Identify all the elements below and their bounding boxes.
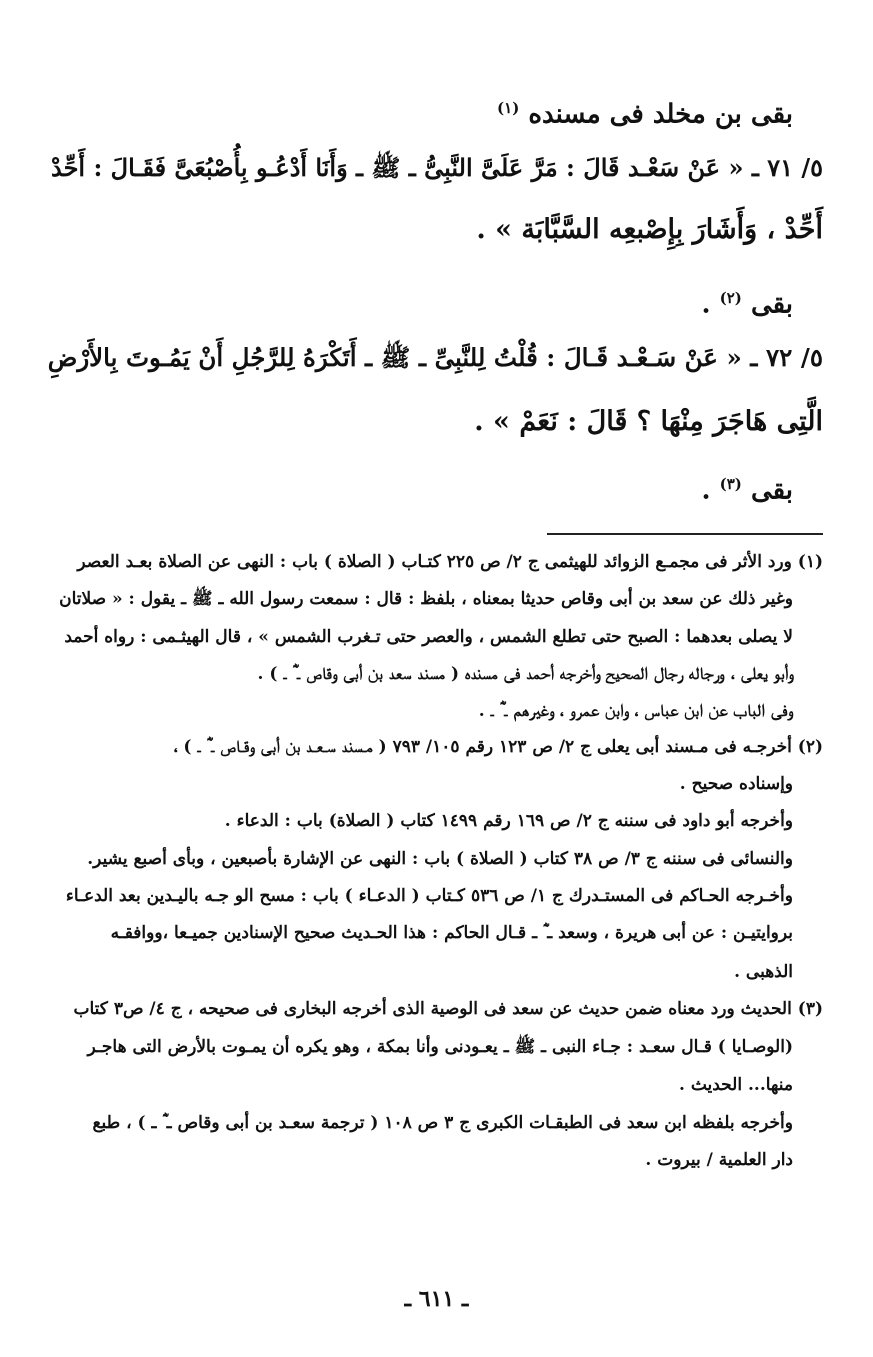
hadith-72-line-1: ٥/ ٧٢ ـ « عَنْ سَـعْـد قَـالَ : قُلْتُ لِلنَّبِىِّ ـ ﷺ ـ أَتَكْرَهُ لِلرَّجُلِ أَنْ يَمُـوتَ بِالأَرْضِ [47,343,823,372]
footnote-3-line-4: وأخرجه بلفظه ابن سعد فى الطبقـات الكبرى ج ٣ ص ١٠٨ ( ترجمة سعـد بن أبى وقاص ـ ؓ ـ ) ، طبع [92,1113,793,1133]
footnote-2-line-6: بروايتيـن : عن أبى هريرة ، وسعد ـ ؓ ـ قـال الحاكم : هذا الحـديث صحيح الإسنادين جميـعا ،ووافقـه [110,923,793,943]
footnote-3-line-5: دار العلمية / بيروت . [645,1150,793,1170]
line1-text: بقى بن مخلد فى مسنده [528,99,793,130]
main-line-1 [497,88,793,135]
hadith-72-line-2: الَّتِى هَاجَرَ مِنْهَا ؟ قَالَ : نَعَمْ » . [474,406,823,437]
footnote-1-line-5: وفى الباب عن ابن عباس ، وابن عمرو ، وغيرهم ـ ؓ ـ . [478,701,793,721]
footnote-2-line-2: وإسناده صحيح . [679,774,793,794]
footnote-2-line-1: (٢) أخرجـه فى مـسند أبى يعلى ج ٢/ ص ١٢٣ رقم ١٠٥/ ٧٩٣ ( مـسند سـعـد بن أبى وقـاص ـ ؓ ـ ) ، [173,737,823,757]
source-text: بقى [750,289,793,320]
footnote-separator [547,533,823,535]
footnote-3-line-3: منها... الحديث . [679,1075,793,1095]
footnote-1-line-1: (١) ورد الأثر فى مجمـع الزوائد للهيثمى ج ٢/ ص ٢٢٥ كتـاب ( الصلاة ) باب : النهى عن الصلاة بعـد العصر [77,552,823,572]
footnote-2-line-5: وأخـرجه الحـاكم فى المستـدرك ج ١/ ص ٥٣٦ كـتاب ( الدعـاء ) باب : مسح الو جـه باليـدين بعد الدعـاء [65,886,793,906]
source-text: بقى [750,475,793,506]
footnote-ref-3: (٣) [719,475,742,493]
footnote-1-line-3: لا يصلى بعدهما : الصبح حتى تطلع الشمس ، والعصر حتى تـغرب الشمس » ، قال الهيثـمى : رواه أحمد [64,627,793,647]
hadith-72-source: بقى $^{(٣)}$ . [701,475,793,506]
footnote-1-line-2: وغير ذلك عن سعد بن أبى وقاص حديثا بمعناه ، بلفظ : قال : سمعت رسول الله ـ ﷺ ـ يقول : « صلاتان [59,589,793,609]
page-number: ـ ٦١١ ـ [404,1286,469,1312]
footnote-3-line-1: (٣) الحديث ورد معناه ضمن حديث عن سعد فى الوصية الذى أخرجه البخارى فى صحيحه ، ج ٤/ ص٣ كتاب [73,999,823,1019]
hadith-71-line-2: أَحِّدْ ، وَأَشَارَ بِإِصْبعِه السَّبَّابَة » . [476,214,823,245]
hadith-71-source: بقى $^{(٢)}$ . [701,289,793,320]
footnote-2-line-4: والنسائى فى سننه ج ٣/ ص ٣٨ كتاب ( الصلاة ) باب : النهى عن الإشارة بأصبعين ، وبأى أصبع يشير. [87,849,793,869]
footnote-2-line-3: وأخرجه أبو داود فى سننه ج ٢/ ص ١٦٩ رقم ١٤٩٩ كتاب ( الصلاة) باب : الدعاء . [224,811,793,831]
footnote-1-line-4: وأبو يعلى ، ورجاله رجال الصحيح وأخرجه أحمد فى مسنده ( مسند سعد بن أبى وقاص ـ ؓ ـ ) . [257,664,793,684]
footnote-ref-1: (١) [497,99,520,117]
hadith-71-line-1: ٥/ ٧١ ـ « عَنْ سَعْـد قَالَ : مَرَّ عَلَىَّ النَّبِىُّ ـ ﷺ ـ وَأَنَا أَدْعُـو بِأُصْبُعَىَّ فَقَـالَ : أَحِّدْ [50,153,823,182]
footnote-3-line-2: (الوصـايا ) قـال سعـد : جـاء النبى ـ ﷺ ـ يعـودنى وأنا بمكة ، وهو يكره أن يمـوت بالأرض التى هاجـر [87,1037,793,1057]
footnote-2-line-7: الذهبى . [734,962,793,982]
footnote-ref-2: (٢) [719,289,742,307]
